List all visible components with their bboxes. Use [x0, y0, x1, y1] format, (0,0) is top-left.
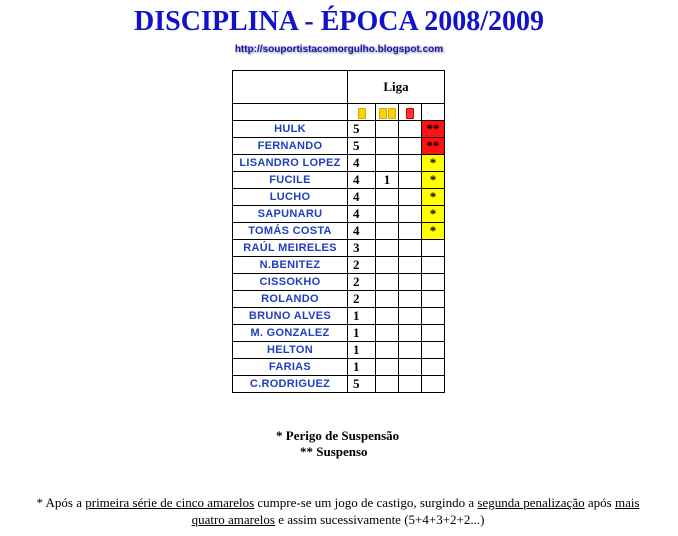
player-name: HULK: [233, 121, 348, 138]
player-name: BRUNO ALVES: [233, 308, 348, 325]
double-yellow-count: [376, 308, 399, 325]
yellow-count: 1: [348, 325, 376, 342]
yellow-count: 5: [348, 138, 376, 155]
red-count: [399, 223, 422, 240]
yellow-count: 1: [348, 308, 376, 325]
red-count: [399, 172, 422, 189]
double-yellow-count: [376, 325, 399, 342]
status-mark: *: [422, 172, 445, 189]
red-count: [399, 291, 422, 308]
double-yellow-count: [376, 206, 399, 223]
player-name: FERNANDO: [233, 138, 348, 155]
table-row: [233, 274, 445, 291]
red-count: [399, 138, 422, 155]
blog-url[interactable]: http://souportistacomorgulho.blogspot.com: [234, 44, 444, 55]
table-row: [233, 359, 445, 376]
red-count: [399, 155, 422, 172]
table-header-row: [233, 71, 445, 104]
status-mark: *: [422, 155, 445, 172]
table-row: [233, 325, 445, 342]
double-yellow-count: [376, 359, 399, 376]
status-mark: **: [422, 138, 445, 155]
status-mark: [422, 359, 445, 376]
status-mark: *: [422, 189, 445, 206]
note-text: após: [584, 495, 615, 510]
legend-danger: * Perigo de Suspensão: [276, 428, 400, 443]
note-text: cumpre-se um jogo de castigo, surgindo a: [254, 495, 478, 510]
note-underlined: primeira série de cinco amarelos: [85, 495, 255, 510]
yellow-count: 1: [348, 359, 376, 376]
player-name: LISANDRO LOPEZ: [233, 155, 348, 172]
status-mark: [422, 291, 445, 308]
league-header: Liga: [348, 71, 445, 104]
player-name: ROLANDO: [233, 291, 348, 308]
rules-note: [0, 494, 676, 528]
yellow-count: 2: [348, 291, 376, 308]
table-row: [233, 308, 445, 325]
status-mark: [422, 342, 445, 359]
player-name: HELTON: [233, 342, 348, 359]
status-mark: [422, 274, 445, 291]
yellow-count: 1: [348, 342, 376, 359]
status-mark: [422, 257, 445, 274]
player-name: M. GONZALEZ: [233, 325, 348, 342]
card-icons-row: [233, 104, 445, 121]
yellow-card-icon: [358, 108, 366, 119]
note-text: * Após a: [36, 495, 86, 510]
status-mark: *: [422, 223, 445, 240]
red-count: [399, 376, 422, 393]
yellow-count: 5: [348, 121, 376, 138]
double-yellow-count: [376, 138, 399, 155]
red-count: [399, 240, 422, 257]
player-name: RAÚL MEIRELES: [233, 240, 348, 257]
yellow-count: 3: [348, 240, 376, 257]
status-mark: [422, 325, 445, 342]
yellow-count: 5: [348, 376, 376, 393]
red-count: [399, 257, 422, 274]
red-count: [399, 308, 422, 325]
double-yellow-count: [376, 223, 399, 240]
double-yellow-count: [376, 274, 399, 291]
note-underlined: quatro amarelos: [191, 512, 275, 527]
double-yellow-count: [376, 240, 399, 257]
table-row: [233, 138, 445, 155]
two-yellow-cards-col: [376, 104, 399, 121]
table-row: [233, 240, 445, 257]
table-row: [233, 206, 445, 223]
red-card-col: [399, 104, 422, 121]
red-count: [399, 342, 422, 359]
double-yellow-count: [376, 376, 399, 393]
table-row: [233, 376, 445, 393]
player-name: FUCILE: [233, 172, 348, 189]
player-name: CISSOKHO: [233, 274, 348, 291]
double-yellow-count: [376, 291, 399, 308]
status-mark: [422, 308, 445, 325]
yellow-count: 4: [348, 172, 376, 189]
player-name: FARIAS: [233, 359, 348, 376]
double-yellow-count: [376, 257, 399, 274]
table-row: [233, 155, 445, 172]
table-row: [233, 172, 445, 189]
table-row: [233, 342, 445, 359]
status-mark: [422, 376, 445, 393]
red-count: [399, 121, 422, 138]
double-yellow-count: [376, 342, 399, 359]
red-count: [399, 189, 422, 206]
yellow-count: 4: [348, 223, 376, 240]
red-count: [399, 325, 422, 342]
table-row: [233, 121, 445, 138]
yellow-count: 2: [348, 257, 376, 274]
red-card-icon: [406, 108, 414, 119]
red-count: [399, 206, 422, 223]
player-name: C.RODRIGUEZ: [233, 376, 348, 393]
red-count: [399, 274, 422, 291]
double-yellow-count: [376, 189, 399, 206]
legend-suspended: ** Suspenso: [300, 444, 368, 459]
discipline-table: [232, 70, 445, 393]
table-row: [233, 189, 445, 206]
status-mark: **: [422, 121, 445, 138]
player-name: TOMÁS COSTA: [233, 223, 348, 240]
table-row: [233, 257, 445, 274]
status-mark: [422, 240, 445, 257]
yellow-count: 4: [348, 206, 376, 223]
player-name: LUCHO: [233, 189, 348, 206]
double-yellow-count: [376, 155, 399, 172]
note-underlined: mais: [614, 495, 640, 510]
yellow-card-icon: [388, 108, 396, 119]
player-name: N.BENITEZ: [233, 257, 348, 274]
table-row: [233, 223, 445, 240]
yellow-card-col: [348, 104, 376, 121]
status-col: [422, 104, 445, 121]
icons-blank-cell: [233, 104, 348, 121]
yellow-count: 4: [348, 189, 376, 206]
yellow-count: 4: [348, 155, 376, 172]
note-text: e assim sucessivamente (5+4+3+2+2...): [274, 512, 485, 527]
yellow-count: 2: [348, 274, 376, 291]
player-name: SAPUNARU: [233, 206, 348, 223]
page-title: DISCIPLINA - ÉPOCA 2008/2009: [134, 6, 544, 37]
double-yellow-count: 1: [376, 172, 399, 189]
yellow-card-icon: [379, 108, 387, 119]
table-row: [233, 291, 445, 308]
red-count: [399, 359, 422, 376]
double-yellow-count: [376, 121, 399, 138]
status-mark: *: [422, 206, 445, 223]
note-underlined: segunda penalização: [477, 495, 585, 510]
header-blank-cell: [233, 71, 348, 104]
